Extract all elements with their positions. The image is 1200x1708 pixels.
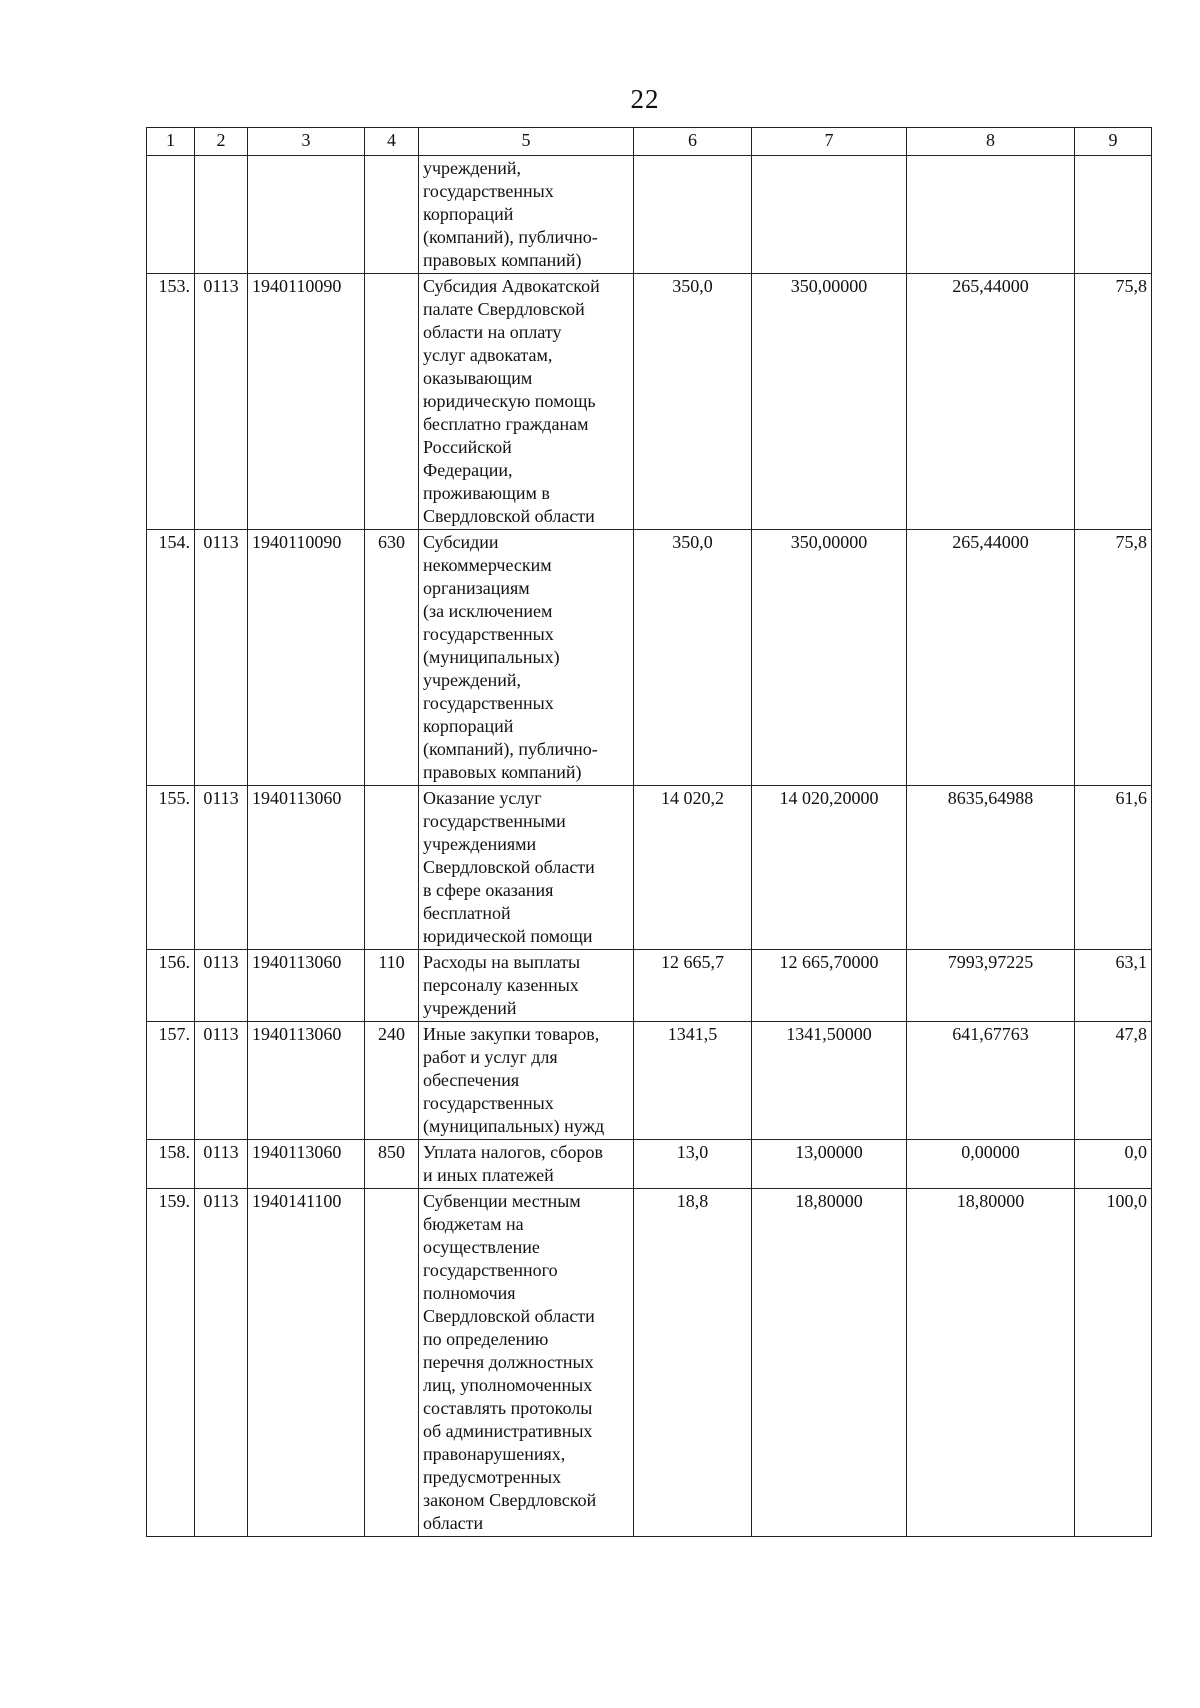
approved-amount-cell	[752, 156, 907, 274]
section-code-cell	[195, 156, 248, 274]
section-code-cell: 0113	[195, 1140, 248, 1189]
header-col-3: 3	[248, 128, 365, 156]
section-code-cell: 0113	[195, 950, 248, 1022]
planned-amount-cell: 18,8	[634, 1189, 752, 1537]
expense-type-cell	[365, 786, 419, 950]
section-code-cell: 0113	[195, 1189, 248, 1537]
execution-percent-cell	[1075, 156, 1152, 274]
planned-amount-cell: 350,0	[634, 274, 752, 530]
executed-amount-cell	[907, 156, 1075, 274]
table-row	[147, 274, 1152, 530]
execution-percent-cell: 63,1	[1075, 950, 1152, 1022]
target-article-cell: 1940113060	[248, 1022, 365, 1140]
row-number-cell: 154.	[147, 530, 195, 786]
row-number-cell: 153.	[147, 274, 195, 530]
expense-type-cell: 850	[365, 1140, 419, 1189]
approved-amount-cell: 12 665,70000	[752, 950, 907, 1022]
approved-amount-cell: 14 020,20000	[752, 786, 907, 950]
planned-amount-cell	[634, 156, 752, 274]
planned-amount-cell: 350,0	[634, 530, 752, 786]
item-name-cell: Оказание услуг государственными учреждениями Свердловской области в сфере оказания бесплатной юридической помощи	[419, 786, 634, 950]
header-col-1: 1	[147, 128, 195, 156]
executed-amount-cell: 18,80000	[907, 1189, 1075, 1537]
target-article-cell: 1940113060	[248, 786, 365, 950]
approved-amount-cell: 350,00000	[752, 530, 907, 786]
section-code-cell: 0113	[195, 530, 248, 786]
execution-percent-cell: 100,0	[1075, 1189, 1152, 1537]
table-row	[147, 950, 1152, 1022]
row-number-cell: 157.	[147, 1022, 195, 1140]
table-header	[147, 128, 1152, 156]
table-row	[147, 1189, 1152, 1537]
item-name-cell: Расходы на выплаты персоналу казенных учреждений	[419, 950, 634, 1022]
item-name-cell: Субсидии некоммерческим организациям (за исключением государственных (муниципальных) учреждений, государственных корпораций (компаний), публично- правовых компаний)	[419, 530, 634, 786]
expense-type-cell: 630	[365, 530, 419, 786]
table-row	[147, 1140, 1152, 1189]
header-col-4: 4	[365, 128, 419, 156]
row-number-cell: 158.	[147, 1140, 195, 1189]
execution-percent-cell: 75,8	[1075, 530, 1152, 786]
execution-percent-cell: 61,6	[1075, 786, 1152, 950]
item-name-cell: учреждений, государственных корпораций (компаний), публично- правовых компаний)	[419, 156, 634, 274]
header-col-6: 6	[634, 128, 752, 156]
planned-amount-cell: 12 665,7	[634, 950, 752, 1022]
header-col-5: 5	[419, 128, 634, 156]
execution-percent-cell: 47,8	[1075, 1022, 1152, 1140]
planned-amount-cell: 14 020,2	[634, 786, 752, 950]
expense-type-cell	[365, 274, 419, 530]
item-name-cell: Уплата налогов, сборов и иных платежей	[419, 1140, 634, 1189]
target-article-cell: 1940113060	[248, 1140, 365, 1189]
approved-amount-cell: 1341,50000	[752, 1022, 907, 1140]
execution-percent-cell: 0,0	[1075, 1140, 1152, 1189]
target-article-cell: 1940141100	[248, 1189, 365, 1537]
row-number-cell	[147, 156, 195, 274]
expense-type-cell: 240	[365, 1022, 419, 1140]
expense-type-cell	[365, 156, 419, 274]
row-number-cell: 156.	[147, 950, 195, 1022]
execution-percent-cell: 75,8	[1075, 274, 1152, 530]
item-name-cell: Субвенции местным бюджетам на осуществление государственного полномочия Свердловской области по определению перечня должностных лиц, уполномоченных составлять протоколы об административных правонарушениях, предусмотренных законом Свердловской области	[419, 1189, 634, 1537]
budget-table	[146, 127, 1152, 1537]
expense-type-cell: 110	[365, 950, 419, 1022]
item-name-cell: Иные закупки товаров, работ и услуг для обеспечения государственных (муниципальных) нужд	[419, 1022, 634, 1140]
approved-amount-cell: 18,80000	[752, 1189, 907, 1537]
item-name-cell: Субсидия Адвокатской палате Свердловской области на оплату услуг адвокатам, оказывающим юридическую помощь бесплатно гражданам Российской Федерации, проживающим в Свердловской области	[419, 274, 634, 530]
target-article-cell: 1940113060	[248, 950, 365, 1022]
executed-amount-cell: 641,67763	[907, 1022, 1075, 1140]
approved-amount-cell: 350,00000	[752, 274, 907, 530]
row-number-cell: 155.	[147, 786, 195, 950]
table-row	[147, 530, 1152, 786]
target-article-cell	[248, 156, 365, 274]
expense-type-cell	[365, 1189, 419, 1537]
page-number: 22	[630, 84, 660, 114]
table-row	[147, 156, 1152, 274]
table-row	[147, 1022, 1152, 1140]
target-article-cell: 1940110090	[248, 530, 365, 786]
section-code-cell: 0113	[195, 1022, 248, 1140]
header-col-7: 7	[752, 128, 907, 156]
header-col-2: 2	[195, 128, 248, 156]
header-col-8: 8	[907, 128, 1075, 156]
planned-amount-cell: 1341,5	[634, 1022, 752, 1140]
executed-amount-cell: 0,00000	[907, 1140, 1075, 1189]
row-number-cell: 159.	[147, 1189, 195, 1537]
section-code-cell: 0113	[195, 274, 248, 530]
executed-amount-cell: 265,44000	[907, 274, 1075, 530]
table-body	[147, 156, 1152, 1537]
section-code-cell: 0113	[195, 786, 248, 950]
table-row	[147, 786, 1152, 950]
target-article-cell: 1940110090	[248, 274, 365, 530]
executed-amount-cell: 7993,97225	[907, 950, 1075, 1022]
approved-amount-cell: 13,00000	[752, 1140, 907, 1189]
header-row	[147, 128, 1152, 156]
executed-amount-cell: 8635,64988	[907, 786, 1075, 950]
executed-amount-cell: 265,44000	[907, 530, 1075, 786]
header-col-9: 9	[1075, 128, 1152, 156]
planned-amount-cell: 13,0	[634, 1140, 752, 1189]
